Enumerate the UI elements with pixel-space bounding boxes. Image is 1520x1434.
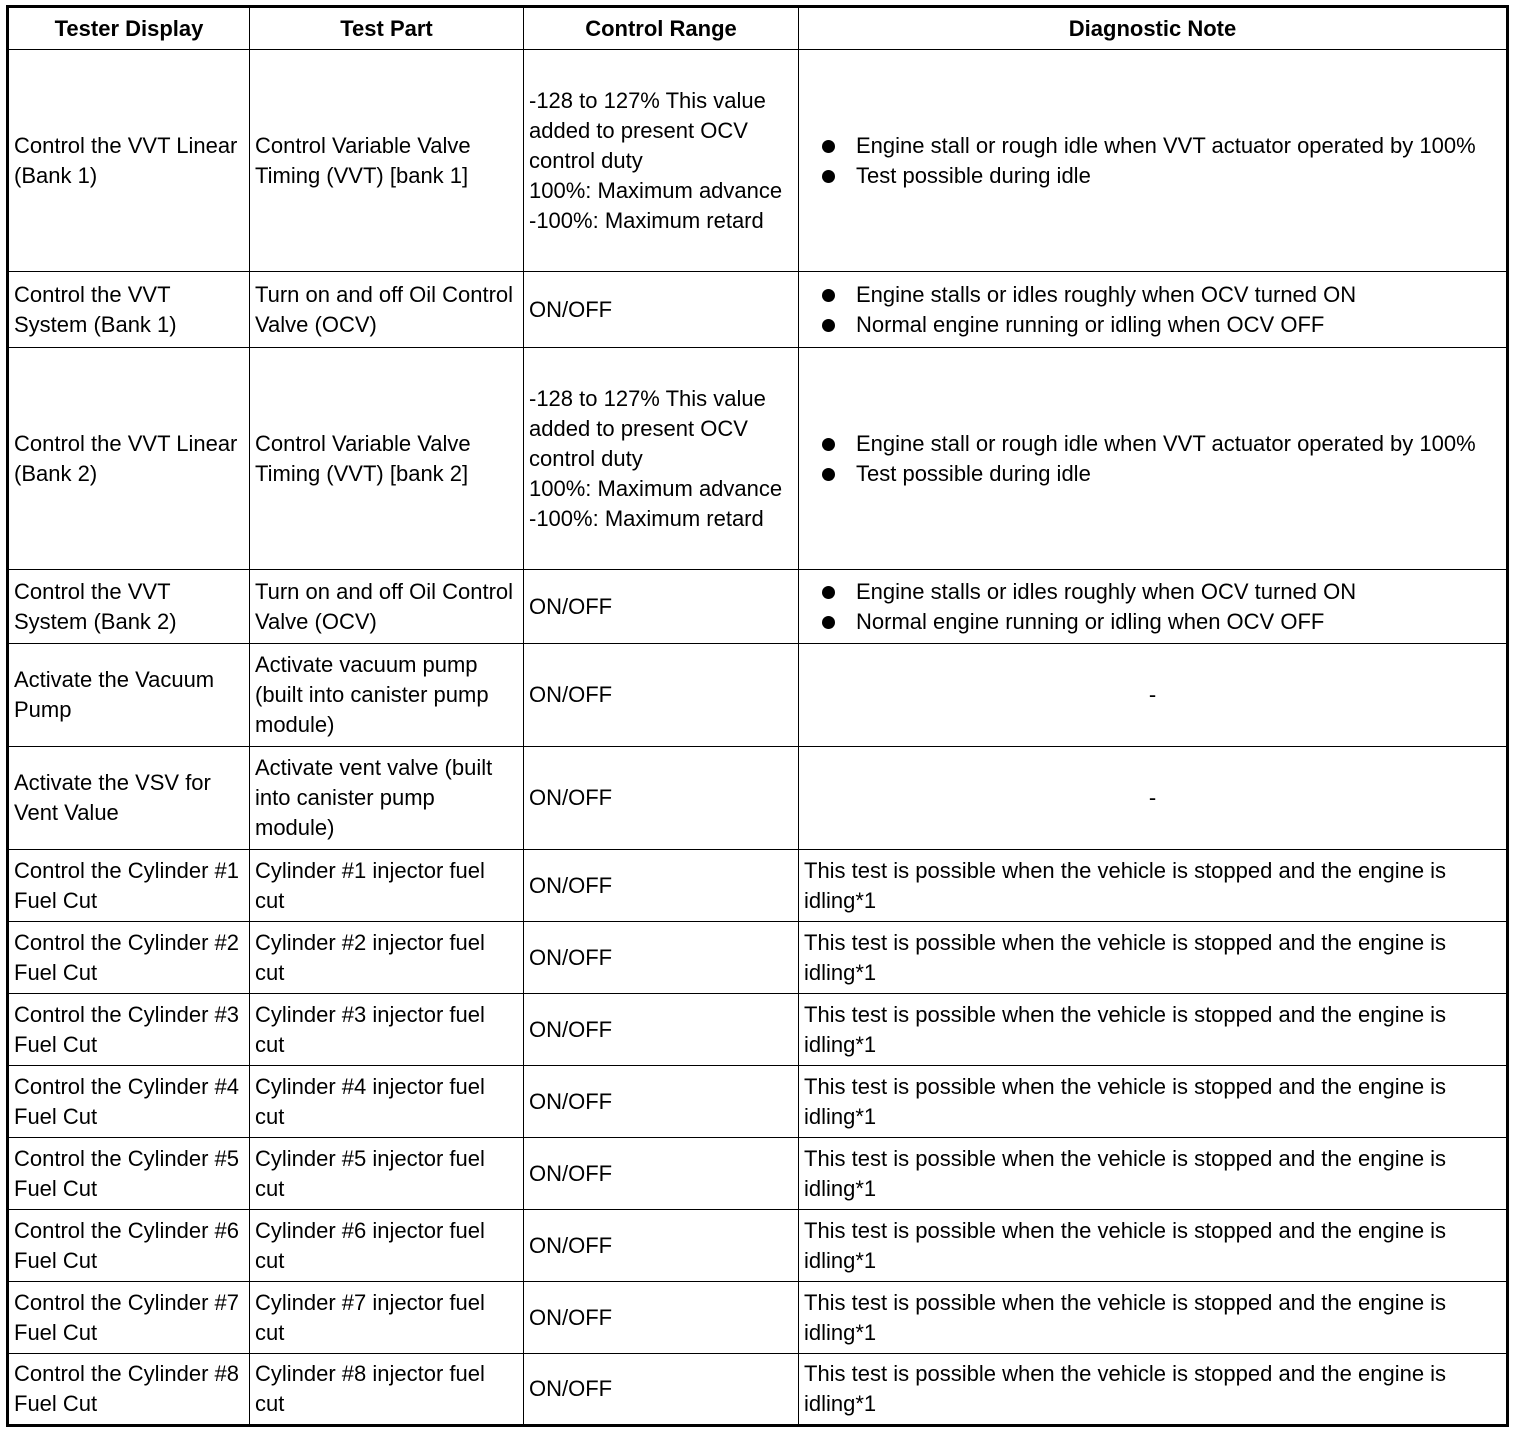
tester-display-cell: Control the Cylinder #7 Fuel Cut bbox=[8, 1282, 250, 1354]
note-list bbox=[804, 429, 1501, 489]
diagnostic-note-cell: - bbox=[799, 747, 1508, 850]
tester-display-cell: Activate the Vacuum Pump bbox=[8, 644, 250, 747]
control-range-cell: -128 to 127% This value added to present OCV control duty 100%: Maximum advance -100%: Maximum retard bbox=[524, 50, 799, 272]
tester-display-cell: Control the Cylinder #3 Fuel Cut bbox=[8, 994, 250, 1066]
note-list bbox=[804, 280, 1501, 340]
diagnostic-note-cell bbox=[799, 348, 1508, 570]
control-range-cell: ON/OFF bbox=[524, 747, 799, 850]
control-range-cell: ON/OFF bbox=[524, 1282, 799, 1354]
test-part-cell: Cylinder #5 injector fuel cut bbox=[250, 1138, 524, 1210]
table-row bbox=[8, 922, 1508, 994]
control-range-cell: ON/OFF bbox=[524, 1138, 799, 1210]
test-part-cell: Activate vent valve (built into canister pump module) bbox=[250, 747, 524, 850]
control-range-cell: ON/OFF bbox=[524, 644, 799, 747]
table-row bbox=[8, 850, 1508, 922]
test-part-cell: Cylinder #3 injector fuel cut bbox=[250, 994, 524, 1066]
control-range-cell: ON/OFF bbox=[524, 850, 799, 922]
note-bullet: Normal engine running or idling when OCV OFF bbox=[820, 310, 1501, 340]
test-part-cell: Turn on and off Oil Control Valve (OCV) bbox=[250, 272, 524, 348]
table-row bbox=[8, 1210, 1508, 1282]
tester-display-cell: Activate the VSV for Vent Value bbox=[8, 747, 250, 850]
table-row bbox=[8, 348, 1508, 570]
table-row bbox=[8, 1354, 1508, 1426]
tester-display-cell: Control the VVT System (Bank 2) bbox=[8, 570, 250, 644]
control-range-cell: ON/OFF bbox=[524, 570, 799, 644]
table-row bbox=[8, 1282, 1508, 1354]
test-part-cell: Cylinder #7 injector fuel cut bbox=[250, 1282, 524, 1354]
note-bullet: Engine stall or rough idle when VVT actuator operated by 100% bbox=[820, 131, 1501, 161]
test-part-cell: Control Variable Valve Timing (VVT) [bank 2] bbox=[250, 348, 524, 570]
tester-display-cell: Control the Cylinder #1 Fuel Cut bbox=[8, 850, 250, 922]
header-diagnostic-note: Diagnostic Note bbox=[799, 7, 1508, 50]
diagnostic-note-cell: This test is possible when the vehicle is stopped and the engine is idling*1 bbox=[799, 922, 1508, 994]
diagnostic-note-cell: This test is possible when the vehicle is stopped and the engine is idling*1 bbox=[799, 1282, 1508, 1354]
note-bullet: Engine stalls or idles roughly when OCV turned ON bbox=[820, 280, 1501, 310]
test-part-cell: Cylinder #1 injector fuel cut bbox=[250, 850, 524, 922]
test-part-cell: Cylinder #8 injector fuel cut bbox=[250, 1354, 524, 1426]
note-bullet: Engine stalls or idles roughly when OCV turned ON bbox=[820, 577, 1501, 607]
header-test-part: Test Part bbox=[250, 7, 524, 50]
control-range-cell: -128 to 127% This value added to present OCV control duty 100%: Maximum advance -100%: Maximum retard bbox=[524, 348, 799, 570]
header-tester-display: Tester Display bbox=[8, 7, 250, 50]
test-part-cell: Activate vacuum pump (built into canister pump module) bbox=[250, 644, 524, 747]
test-part-cell: Turn on and off Oil Control Valve (OCV) bbox=[250, 570, 524, 644]
header-row bbox=[8, 7, 1508, 50]
table-row bbox=[8, 1066, 1508, 1138]
diagnostic-note-cell: This test is possible when the vehicle is stopped and the engine is idling*1 bbox=[799, 1138, 1508, 1210]
diagnostic-note-cell: This test is possible when the vehicle is stopped and the engine is idling*1 bbox=[799, 1066, 1508, 1138]
diagnostic-note-cell bbox=[799, 50, 1508, 272]
tester-display-cell: Control the Cylinder #4 Fuel Cut bbox=[8, 1066, 250, 1138]
note-list bbox=[804, 131, 1501, 191]
tester-display-cell: Control the VVT System (Bank 1) bbox=[8, 272, 250, 348]
diagnostic-note-cell: - bbox=[799, 644, 1508, 747]
diagnostic-note-cell bbox=[799, 272, 1508, 348]
test-part-cell: Control Variable Valve Timing (VVT) [bank 1] bbox=[250, 50, 524, 272]
control-range-cell: ON/OFF bbox=[524, 922, 799, 994]
tester-display-cell: Control the VVT Linear (Bank 1) bbox=[8, 50, 250, 272]
table-row bbox=[8, 50, 1508, 272]
table-row bbox=[8, 747, 1508, 850]
tester-display-cell: Control the Cylinder #2 Fuel Cut bbox=[8, 922, 250, 994]
tester-display-cell: Control the Cylinder #6 Fuel Cut bbox=[8, 1210, 250, 1282]
note-bullet: Test possible during idle bbox=[820, 161, 1501, 191]
control-range-cell: ON/OFF bbox=[524, 1066, 799, 1138]
table-row bbox=[8, 1138, 1508, 1210]
test-part-cell: Cylinder #6 injector fuel cut bbox=[250, 1210, 524, 1282]
control-range-cell: ON/OFF bbox=[524, 272, 799, 348]
note-list bbox=[804, 577, 1501, 637]
note-bullet: Normal engine running or idling when OCV OFF bbox=[820, 607, 1501, 637]
diagnostic-note-cell: This test is possible when the vehicle is stopped and the engine is idling*1 bbox=[799, 850, 1508, 922]
control-range-cell: ON/OFF bbox=[524, 994, 799, 1066]
test-part-cell: Cylinder #2 injector fuel cut bbox=[250, 922, 524, 994]
tester-display-cell: Control the Cylinder #5 Fuel Cut bbox=[8, 1138, 250, 1210]
header-control-range: Control Range bbox=[524, 7, 799, 50]
control-range-cell: ON/OFF bbox=[524, 1210, 799, 1282]
diagnostic-note-cell bbox=[799, 570, 1508, 644]
table-row bbox=[8, 570, 1508, 644]
diagnostic-note-cell: This test is possible when the vehicle is stopped and the engine is idling*1 bbox=[799, 994, 1508, 1066]
tester-display-cell: Control the Cylinder #8 Fuel Cut bbox=[8, 1354, 250, 1426]
table-row bbox=[8, 272, 1508, 348]
table-row bbox=[8, 644, 1508, 747]
control-range-cell: ON/OFF bbox=[524, 1354, 799, 1426]
table-row bbox=[8, 994, 1508, 1066]
note-bullet: Engine stall or rough idle when VVT actuator operated by 100% bbox=[820, 429, 1501, 459]
active-test-table bbox=[6, 5, 1509, 1427]
diagnostic-note-cell: This test is possible when the vehicle is stopped and the engine is idling*1 bbox=[799, 1354, 1508, 1426]
test-part-cell: Cylinder #4 injector fuel cut bbox=[250, 1066, 524, 1138]
diagnostic-note-cell: This test is possible when the vehicle is stopped and the engine is idling*1 bbox=[799, 1210, 1508, 1282]
note-bullet: Test possible during idle bbox=[820, 459, 1501, 489]
tester-display-cell: Control the VVT Linear (Bank 2) bbox=[8, 348, 250, 570]
